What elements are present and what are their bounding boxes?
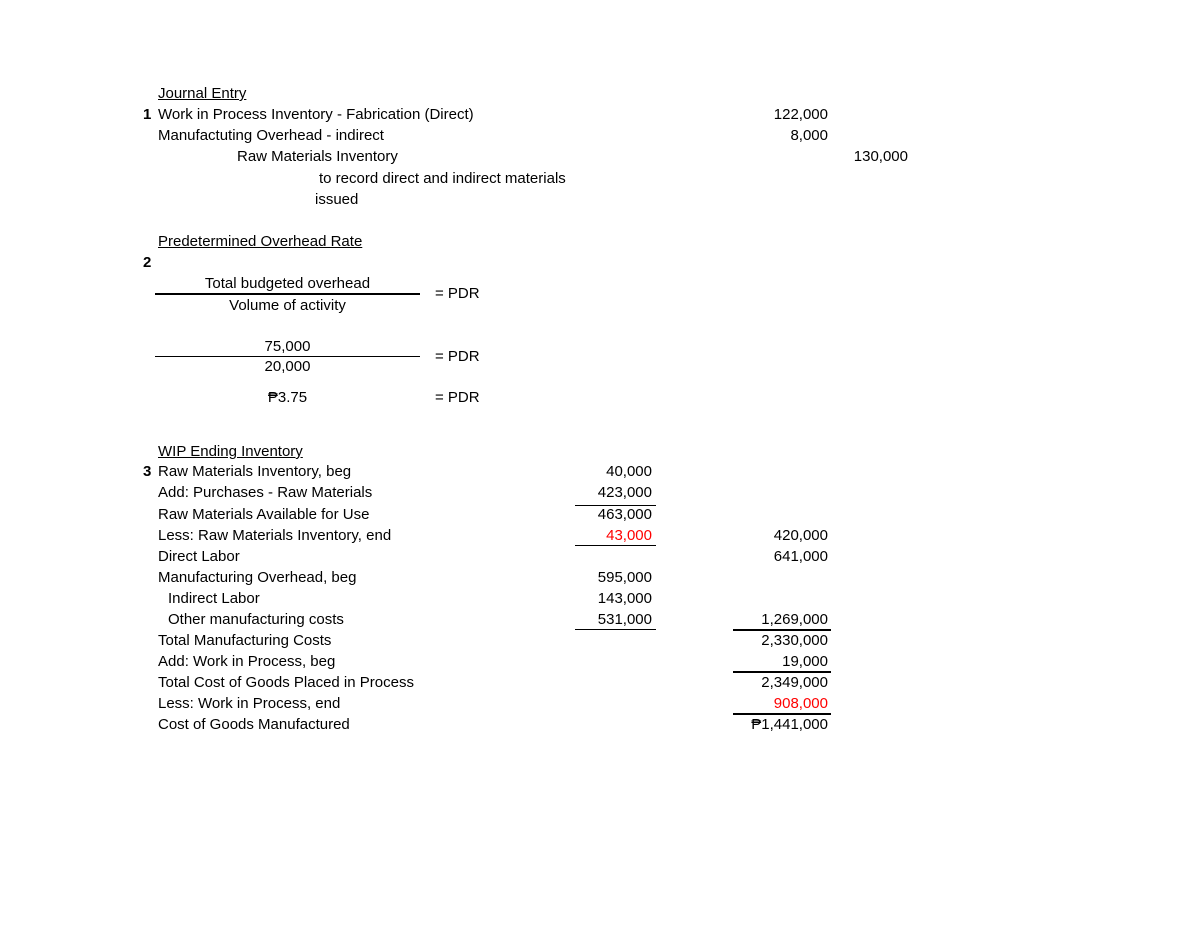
wip-row-label: Cost of Goods Manufactured xyxy=(158,716,350,733)
wip-row-col2: 641,000 xyxy=(773,548,828,565)
pdr-fraction-bar-2 xyxy=(155,356,420,357)
wip-row-label: Manufacturing Overhead, beg xyxy=(158,569,357,586)
journal-line-overhead-debit: 8,000 xyxy=(790,127,828,144)
pdr-equals-2: = PDR xyxy=(435,348,480,365)
journal-memo-line1: to record direct and indirect materials xyxy=(319,170,566,187)
wip-row-label: Less: Work in Process, end xyxy=(158,695,341,712)
wip-row-col2: 1,269,000 xyxy=(761,611,828,628)
wip-row-col2-total: ₱1,441,000 xyxy=(751,716,828,733)
pdr-numerator-label: Total budgeted overhead xyxy=(204,275,371,292)
wip-underline xyxy=(575,629,656,630)
wip-row-col2: 2,349,000 xyxy=(761,674,828,691)
wip-row-label: Direct Labor xyxy=(158,548,240,565)
wip-number: 3 xyxy=(143,463,152,480)
wip-row-col2: 2,330,000 xyxy=(761,632,828,649)
wip-row-label: Less: Raw Materials Inventory, end xyxy=(158,527,392,544)
journal-line-rawmat-credit: 130,000 xyxy=(853,148,908,165)
pdr-result: ₱3.75 xyxy=(267,389,308,406)
wip-row-col1: 463,000 xyxy=(597,506,652,523)
pdr-equals-1: = PDR xyxy=(435,285,480,302)
wip-underline xyxy=(733,671,831,673)
wip-row-col1: 40,000 xyxy=(606,463,652,480)
wip-row-col1-highlight: 43,000 xyxy=(606,527,652,544)
pdr-equals-3: = PDR xyxy=(435,389,480,406)
wip-row-label: Add: Work in Process, beg xyxy=(158,653,336,670)
wip-row-col2: 420,000 xyxy=(773,527,828,544)
wip-row-label: Raw Materials Available for Use xyxy=(158,506,370,523)
wip-row-label: Total Cost of Goods Placed in Process xyxy=(158,674,414,691)
wip-underline xyxy=(733,629,831,631)
pdr-title: Predetermined Overhead Rate xyxy=(158,233,363,250)
journal-line-overhead-label: Manufactuting Overhead - indirect xyxy=(158,127,384,144)
wip-title: WIP Ending Inventory xyxy=(158,443,303,460)
wip-row-col1: 143,000 xyxy=(597,590,652,607)
pdr-number: 2 xyxy=(143,254,152,271)
journal-memo-line2: issued xyxy=(315,191,359,208)
wip-row-label: Other manufacturing costs xyxy=(168,611,344,628)
wip-row-col2-highlight: 908,000 xyxy=(773,695,828,712)
journal-line-wip-debit: 122,000 xyxy=(773,106,828,123)
wip-row-label: Add: Purchases - Raw Materials xyxy=(158,484,373,501)
wip-row-label: Indirect Labor xyxy=(168,590,260,607)
pdr-fraction-bar-1 xyxy=(155,293,420,295)
wip-row-col1: 595,000 xyxy=(597,569,652,586)
journal-line-wip-label: Work in Process Inventory - Fabrication (Direct) xyxy=(158,106,474,123)
journal-entry-number: 1 xyxy=(143,106,152,123)
journal-entry-title: Journal Entry xyxy=(158,85,247,102)
wip-underline xyxy=(575,545,656,546)
wip-row-label: Raw Materials Inventory, beg xyxy=(158,463,352,480)
pdr-denominator-label: Volume of activity xyxy=(229,297,346,314)
pdr-denominator-value: 20,000 xyxy=(264,358,311,375)
wip-row-label: Total Manufacturing Costs xyxy=(158,632,332,649)
wip-underline xyxy=(733,713,831,715)
wip-row-col2: 19,000 xyxy=(782,653,828,670)
pdr-numerator-value: 75,000 xyxy=(264,338,311,355)
wip-row-col1: 531,000 xyxy=(597,611,652,628)
journal-line-rawmat-label: Raw Materials Inventory xyxy=(237,148,398,165)
wip-row-col1: 423,000 xyxy=(597,484,652,501)
